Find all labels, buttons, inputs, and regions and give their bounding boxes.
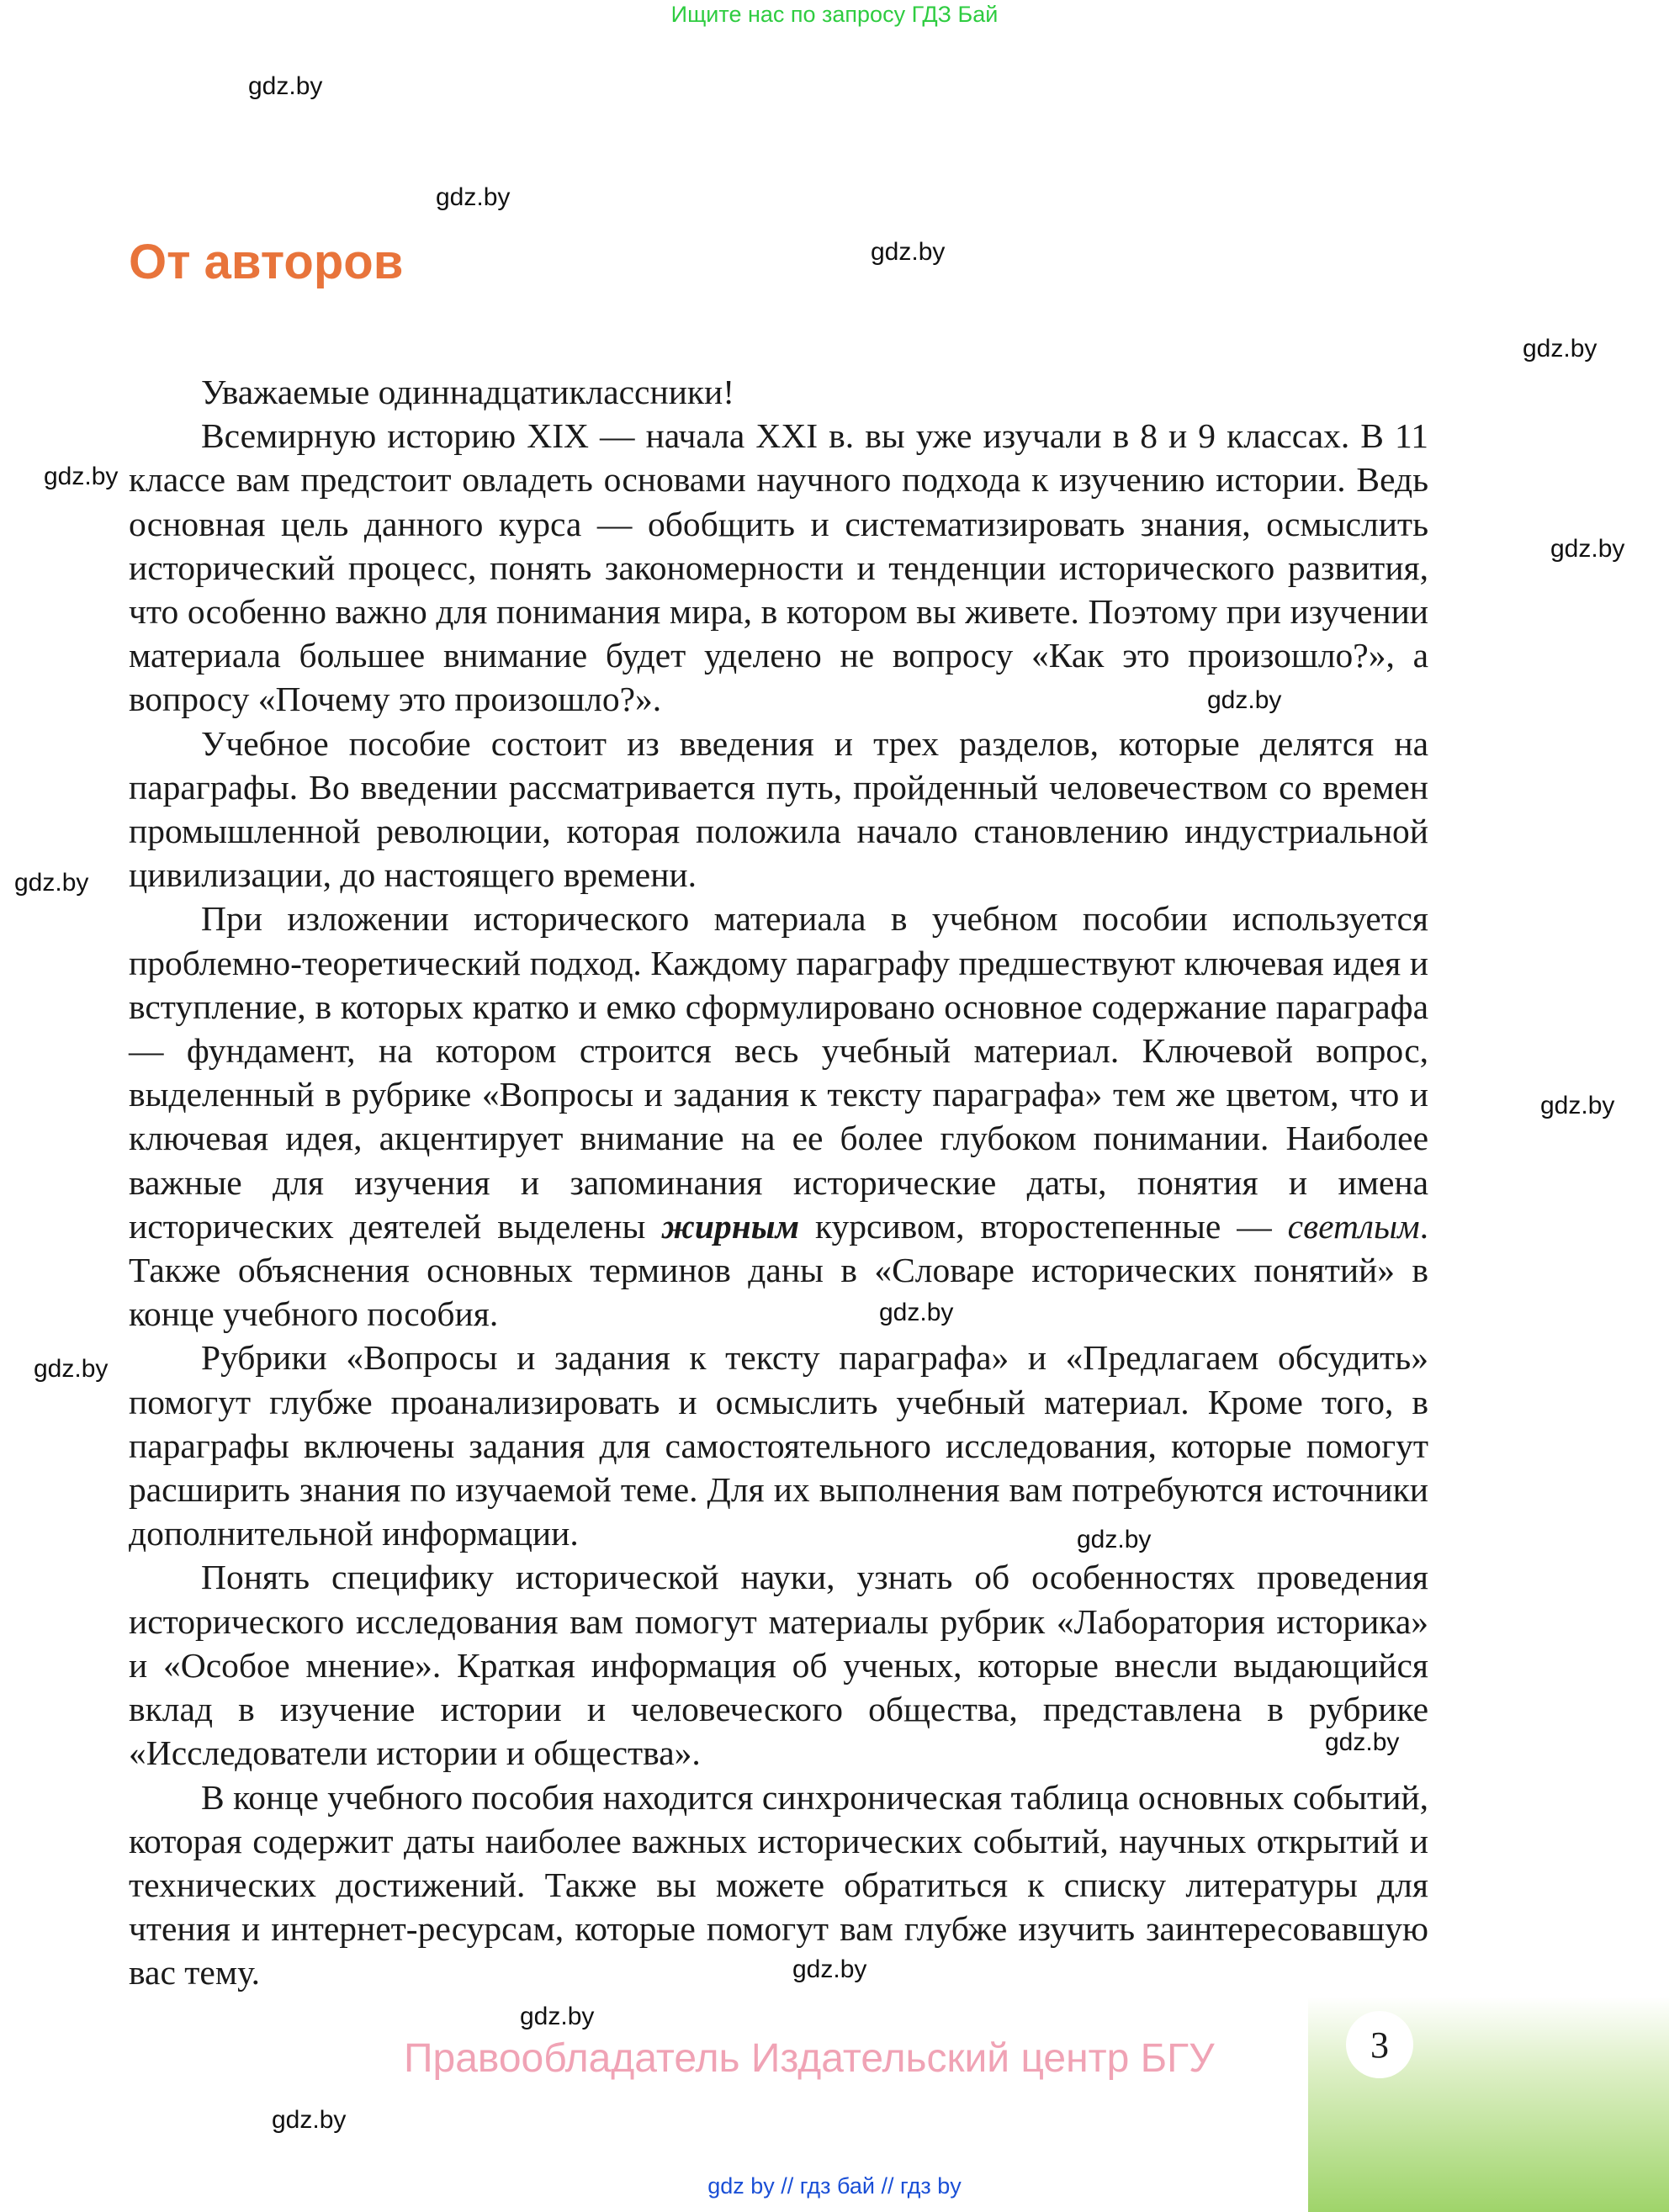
paragraph-1: Всемирную историю XIX — начала XXI в. вы уже изучали в 8 и 9 классах. В 11 классе вам предстоит овладеть основами научного подхода к изучению истории. Ведь основная цель данного курса — обобщить и систематизировать знания, осмыслить исторический процесс, понять закономерности и тенденции исторического развития, что особенно важно для понимания мира, в котором вы живете. Поэтому при изучении материала большее внимание будет уделено не вопросу «Как это произошло?», а вопросу «Почему это произошло?». bbox=[129, 416, 1428, 719]
watermark: gdz.by bbox=[792, 1955, 867, 1983]
watermark: gdz.by bbox=[1523, 335, 1597, 362]
watermark: gdz.by bbox=[248, 72, 323, 100]
paragraph-3-part-c: . Также объяснения основных терминов даны в «Словаре исторических понятий» в конце учебного пособия. bbox=[129, 1206, 1428, 1334]
watermark: gdz.by bbox=[1550, 535, 1625, 563]
watermark: gdz.by bbox=[871, 238, 946, 266]
paragraph-3-part-a: При изложении исторического материала в учебном пособии используется проблемно-теоретический подход. Каждому параграфу предшествуют ключевая идея и вступление, в которых кратко и емко сформулировано основное содержание параграфа — фундамент, на котором строится весь учебный материал. Ключевой вопрос, выделенный в рубрике «Вопросы и задания к тексту параграфа» тем же цветом, что и ключевая идея, акцентирует внимание на ее более глубоком понимании. Наиболее важные для изучения и запоминания исторические даты, понятия и имена исторических деятелей выделены bbox=[129, 899, 1428, 1246]
watermark: gdz.by bbox=[436, 183, 511, 211]
footer-links[interactable]: gdz by // гдз бай // гдз by bbox=[707, 2173, 962, 2199]
watermark: gdz.by bbox=[879, 1299, 954, 1326]
watermark: gdz.by bbox=[1325, 1728, 1400, 1756]
watermark: gdz.by bbox=[1540, 1092, 1615, 1119]
watermark: gdz.by bbox=[1077, 1526, 1152, 1553]
watermark: gdz.by bbox=[272, 2106, 347, 2134]
light-italic-term: светлым bbox=[1287, 1206, 1420, 1246]
paragraph-5: Понять специфику исторической науки, узнать об особенностях проведения исторического исследования вам помогут материалы рубрик «Лаборатория историка» и «Особое мнение». Краткая информация об ученых, которые внесли выдающийся вклад в изучение истории и человеческого общества, представлена в рубрике «Исследователи истории и общества». bbox=[129, 1558, 1428, 1773]
watermark: gdz.by bbox=[14, 869, 89, 897]
paragraph-2: Учебное пособие состоит из введения и трех разделов, которые делятся на параграфы. Во введении рассматривается путь, пройденный человечеством со времен промышленной революции, которая положила начало становлению индустриальной цивилизации, до настоящего времени. bbox=[129, 723, 1428, 895]
watermark: gdz.by bbox=[520, 2003, 595, 2030]
bold-italic-term: жирным bbox=[661, 1206, 799, 1246]
paragraph-6: В конце учебного пособия находится синхроническая таблица основных событий, которая содержит даты наиболее важных исторических событий, научных открытий и технических достижений. Также вы можете обратиться к списку литературы для чтения и интернет-ресурсам, которые помогут вам глубже изучить заинтересовавшую вас тему. bbox=[129, 1777, 1428, 1992]
watermark: gdz.by bbox=[44, 463, 119, 490]
paragraph-4: Рубрики «Вопросы и задания к тексту параграфа» и «Предлагаем обсудить» помогут глубже проанализировать и осмыслить учебный материал. Кроме того, в параграфы включены задания для самостоятельного исследования, которые помогут расширить знания по изучаемой теме. Для их выполнения вам потребуются источники дополнительной информации. bbox=[129, 1338, 1428, 1553]
paragraph-3 bbox=[129, 897, 1428, 1336]
watermark: gdz.by bbox=[34, 1355, 109, 1383]
watermark: gdz.by bbox=[1207, 686, 1282, 714]
copyright-notice: Правообладатель Издательский центр БГУ bbox=[404, 2036, 1215, 2081]
body-text bbox=[129, 370, 1428, 1995]
page-title: От авторов bbox=[129, 235, 404, 289]
top-banner: Ищите нас по запросу ГДЗ Бай bbox=[670, 2, 999, 27]
greeting: Уважаемые одиннадцатиклассники! bbox=[201, 373, 735, 411]
page-number: 3 bbox=[1346, 2011, 1413, 2078]
paragraph-3-part-b: курсивом, второстепенные — bbox=[799, 1206, 1288, 1246]
